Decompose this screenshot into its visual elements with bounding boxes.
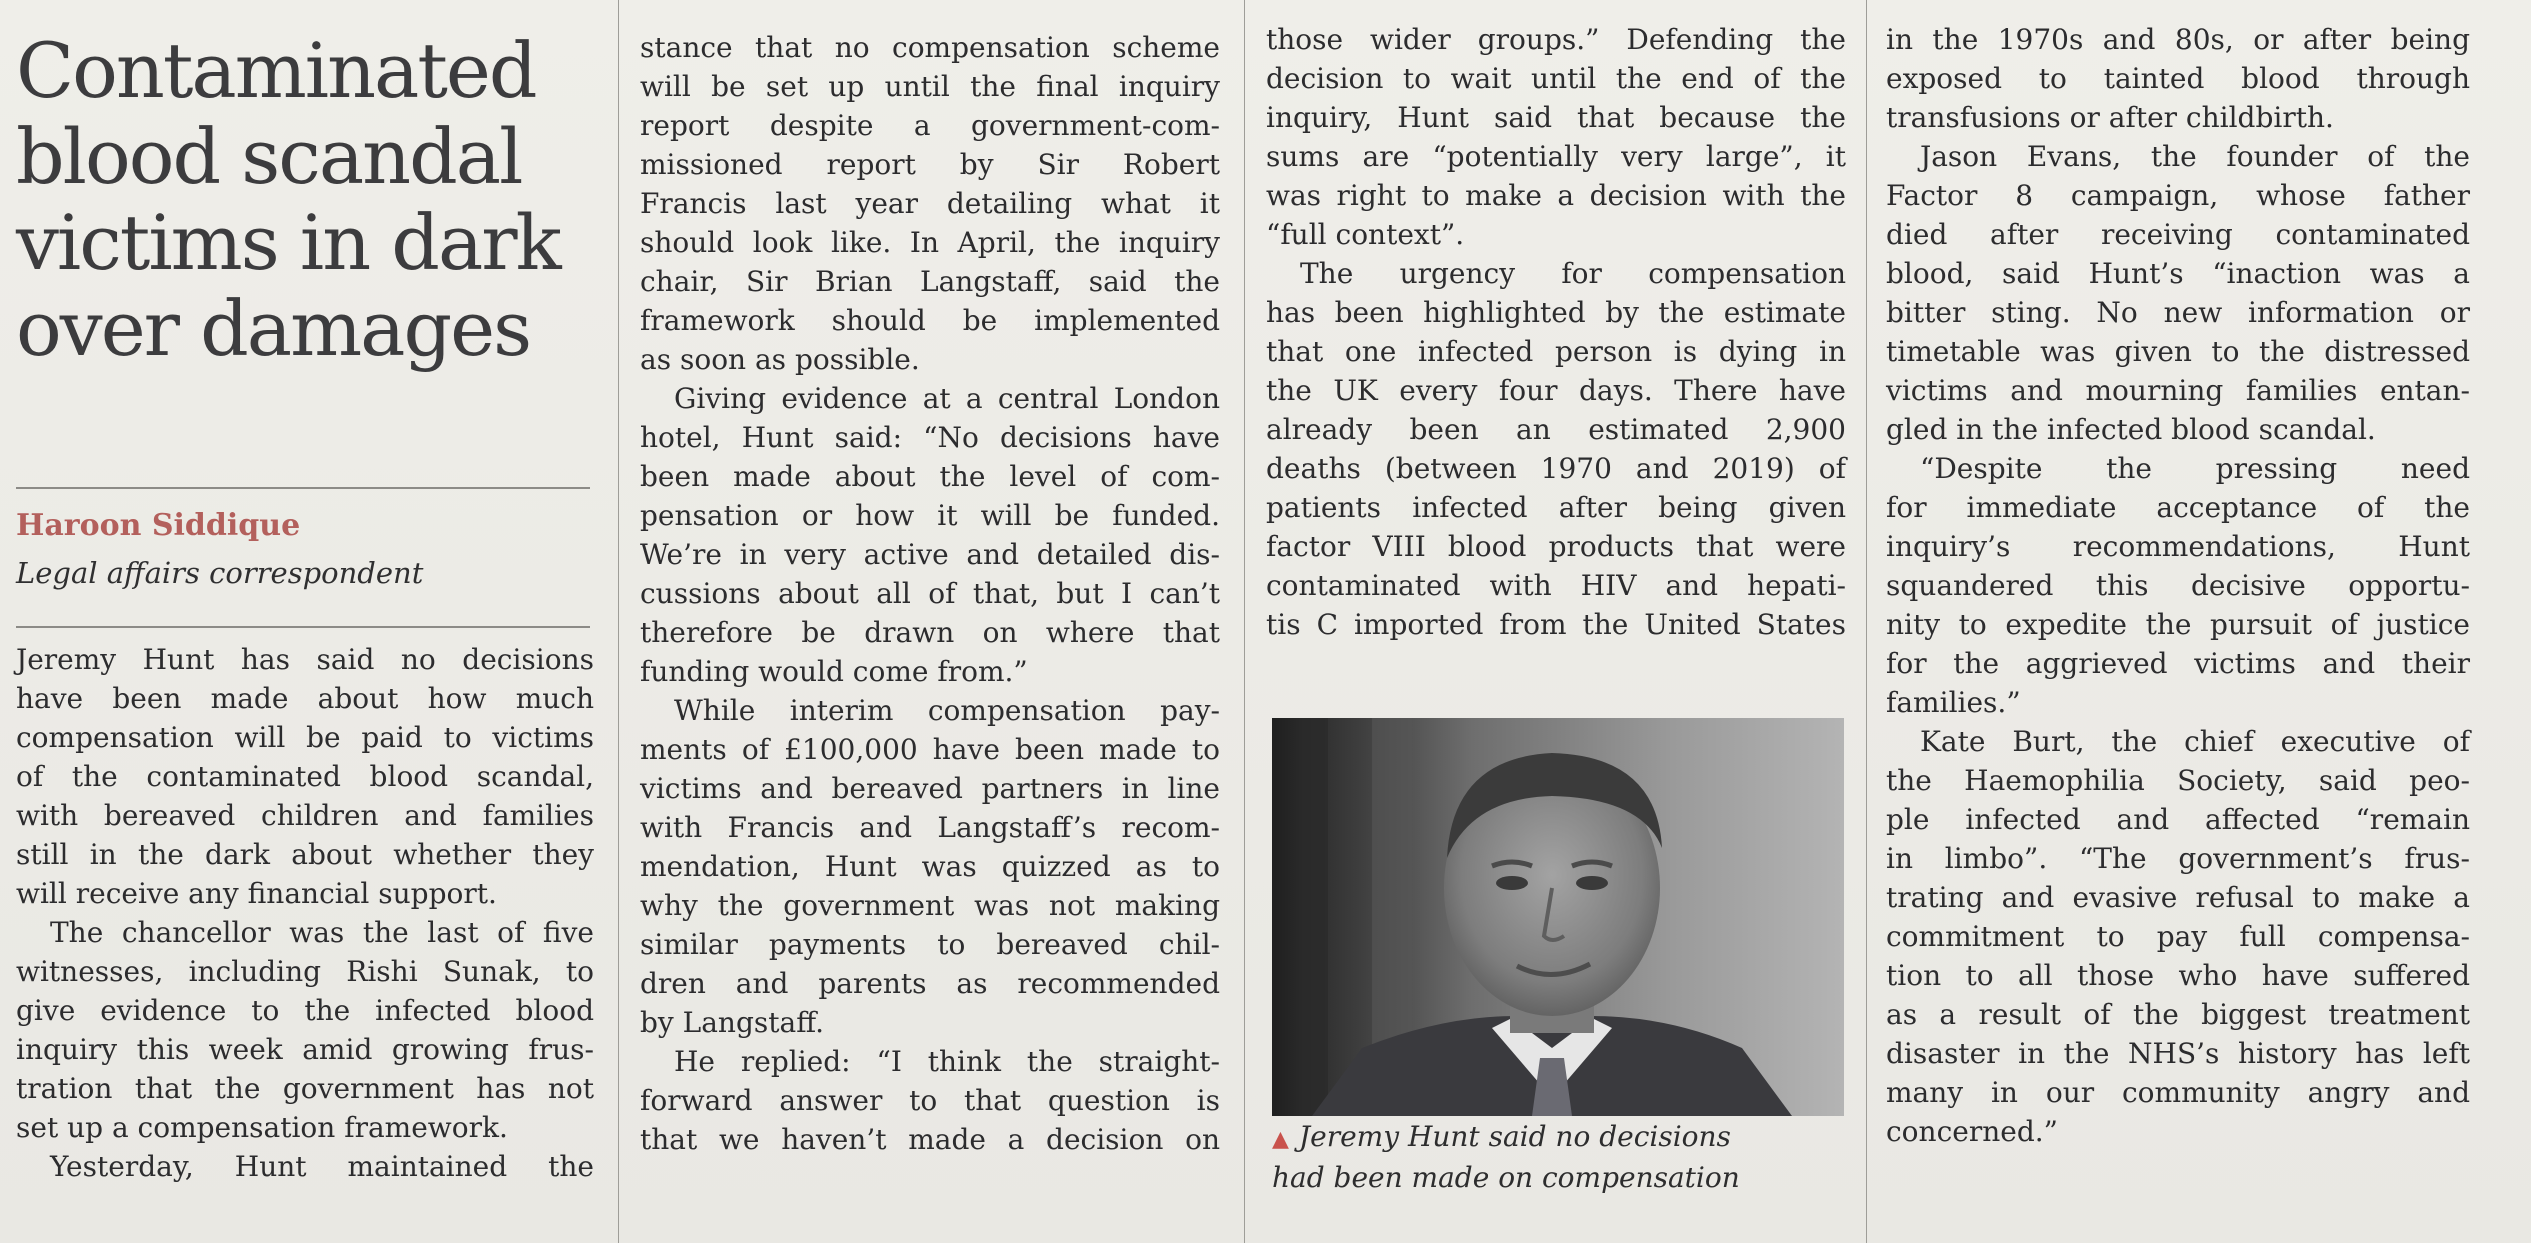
headline-line: victims in dark — [16, 198, 560, 287]
text-line: tration that the government has not — [16, 1072, 594, 1105]
text-line: been made about the level of com- — [640, 460, 1220, 493]
byline-role: Legal affairs correspondent — [16, 556, 424, 590]
text-line: funding would come from.” — [640, 655, 1028, 688]
text-line: those wider groups.” Defending the — [1266, 23, 1846, 56]
article-column-3 — [1266, 20, 1846, 644]
text-line: patients infected after being given — [1266, 491, 1846, 524]
headline — [16, 28, 606, 372]
column-rule — [1866, 0, 1867, 1243]
text-line: similar payments to bereaved chil- — [640, 928, 1220, 961]
text-line: should look like. In April, the inquiry — [640, 226, 1220, 259]
article-body — [1886, 20, 2470, 1151]
text-line: for the aggrieved victims and their — [1886, 647, 2470, 680]
text-line: exposed to tainted blood through — [1886, 62, 2470, 95]
text-line: with bereaved children and families — [16, 799, 594, 832]
text-line: blood, said Hunt’s “inaction was a — [1886, 257, 2470, 290]
text-line: inquiry’s recommendations, Hunt — [1886, 530, 2470, 563]
text-line: framework should be implemented — [640, 304, 1220, 337]
text-line: in limbo”. “The government’s frus- — [1886, 842, 2470, 875]
text-line: chair, Sir Brian Langstaff, said the — [640, 265, 1220, 298]
text-line: the UK every four days. There have — [1266, 374, 1846, 407]
caption-line: Jeremy Hunt said no decisions — [1298, 1120, 1731, 1153]
text-line: dren and parents as recommended — [640, 967, 1220, 1000]
text-line: transfusions or after childbirth. — [1886, 101, 2334, 134]
text-line: hotel, Hunt said: “No decisions have — [640, 421, 1220, 454]
headline-line: blood scandal — [16, 112, 522, 201]
text-line: gled in the infected blood scandal. — [1886, 413, 2376, 446]
text-line: Francis last year detailing what it — [640, 187, 1220, 220]
text-line: We’re in very active and detailed dis- — [640, 538, 1220, 571]
text-line: nity to expedite the pursuit of justice — [1886, 608, 2470, 641]
text-line: The urgency for compensation — [1300, 257, 1846, 290]
text-line: compensation will be paid to victims — [16, 721, 594, 754]
text-line: factor VIII blood products that were — [1266, 530, 1846, 563]
text-line: disaster in the NHS’s history has left — [1886, 1037, 2470, 1070]
text-line: stance that no compensation scheme — [640, 31, 1220, 64]
text-line: tis C imported from the United States — [1266, 608, 1846, 641]
text-line: report despite a government-com- — [640, 109, 1220, 142]
text-line: timetable was given to the distressed — [1886, 335, 2470, 368]
caption-triangle-icon: ▲ — [1272, 1127, 1289, 1152]
article-photo — [1272, 718, 1844, 1116]
text-line: sums are “potentially very large”, it — [1266, 140, 1846, 173]
text-line: victims and bereaved partners in line — [640, 772, 1220, 805]
text-line: Factor 8 campaign, whose father — [1886, 179, 2470, 212]
text-line: cussions about all of that, but I can’t — [640, 577, 1220, 610]
text-line: Giving evidence at a central London — [674, 382, 1220, 415]
text-line: victims and mourning families entan- — [1886, 374, 2470, 407]
column-rule — [1244, 0, 1245, 1243]
text-line: The chancellor was the last of five — [50, 916, 594, 949]
text-line: tion to all those who have suffered — [1886, 959, 2470, 992]
text-line: witnesses, including Rishi Sunak, to — [16, 955, 594, 988]
text-line: for immediate acceptance of the — [1886, 491, 2470, 524]
text-line: families.” — [1886, 686, 2021, 719]
text-line: the Haemophilia Society, said peo- — [1886, 764, 2470, 797]
text-line: was right to make a decision with the — [1266, 179, 1846, 212]
article-body — [16, 640, 594, 1186]
text-line: While interim compensation pay- — [674, 694, 1220, 727]
text-line: Yesterday, Hunt maintained the — [50, 1150, 594, 1183]
headline-line: Contaminated — [16, 26, 536, 115]
text-line: still in the dark about whether they — [16, 838, 594, 871]
text-line: in the 1970s and 80s, or after being — [1886, 23, 2470, 56]
text-line: has been highlighted by the estimate — [1266, 296, 1846, 329]
text-line: give evidence to the infected blood — [16, 994, 594, 1027]
caption-line: had been made on compensation — [1272, 1161, 1740, 1194]
article-column-4 — [1886, 20, 2470, 1151]
byline-author: Haroon Siddique — [16, 508, 301, 543]
text-line: will receive any financial support. — [16, 877, 497, 910]
byline-bottom-rule — [16, 626, 590, 628]
text-line: many in our community angry and — [1886, 1076, 2470, 1109]
portrait-illustration — [1272, 718, 1844, 1116]
text-line: inquiry, Hunt said that because the — [1266, 101, 1846, 134]
text-line: mendation, Hunt was quizzed as to — [640, 850, 1220, 883]
text-line: forward answer to that question is — [640, 1084, 1220, 1117]
text-line: have been made about how much — [16, 682, 594, 715]
text-line: “Despite the pressing need — [1920, 452, 2470, 485]
text-line: Kate Burt, the chief executive of — [1920, 725, 2470, 758]
article-body — [640, 28, 1220, 1159]
text-line: missioned report by Sir Robert — [640, 148, 1220, 181]
text-line: contaminated with HIV and hepati- — [1266, 569, 1846, 602]
text-line: will be set up until the final inquiry — [640, 70, 1220, 103]
text-line: set up a compensation framework. — [16, 1111, 508, 1144]
text-line: squandered this decisive opportu- — [1886, 569, 2470, 602]
photo-caption — [1272, 1118, 1852, 1197]
text-line: with Francis and Langstaff’s recom- — [640, 811, 1220, 844]
headline-line: over damages — [16, 284, 531, 373]
text-line: as soon as possible. — [640, 343, 920, 376]
text-line: that we haven’t made a decision on — [640, 1123, 1220, 1156]
article-column-2 — [640, 28, 1220, 1159]
text-line: died after receiving contaminated — [1886, 218, 2470, 251]
text-line: why the government was not making — [640, 889, 1220, 922]
text-line: trating and evasive refusal to make a — [1886, 881, 2470, 914]
text-line: commitment to pay full compensa- — [1886, 920, 2470, 953]
article-body — [1266, 20, 1846, 644]
text-line: Jeremy Hunt has said no decisions — [16, 643, 594, 676]
text-line: Jason Evans, the founder of the — [1920, 140, 2470, 173]
text-line: by Langstaff. — [640, 1006, 824, 1039]
text-line: pensation or how it will be funded. — [640, 499, 1220, 532]
text-line: inquiry this week amid growing frus- — [16, 1033, 594, 1066]
text-line: deaths (between 1970 and 2019) of — [1266, 452, 1846, 485]
column-rule — [618, 0, 619, 1243]
text-line: decision to wait until the end of the — [1266, 62, 1846, 95]
text-line: of the contaminated blood scandal, — [16, 760, 594, 793]
text-line: ple infected and affected “remain — [1886, 803, 2470, 836]
text-line: bitter sting. No new information or — [1886, 296, 2470, 329]
text-line: as a result of the biggest treatment — [1886, 998, 2470, 1031]
byline-top-rule — [16, 487, 590, 489]
text-line: “full context”. — [1266, 218, 1465, 251]
text-line: therefore be drawn on where that — [640, 616, 1220, 649]
text-line: concerned.” — [1886, 1115, 2058, 1148]
text-line: that one infected person is dying in — [1266, 335, 1846, 368]
text-line: He replied: “I think the straight- — [674, 1045, 1220, 1078]
text-line: ments of £100,000 have been made to — [640, 733, 1220, 766]
text-line: already been an estimated 2,900 — [1266, 413, 1846, 446]
